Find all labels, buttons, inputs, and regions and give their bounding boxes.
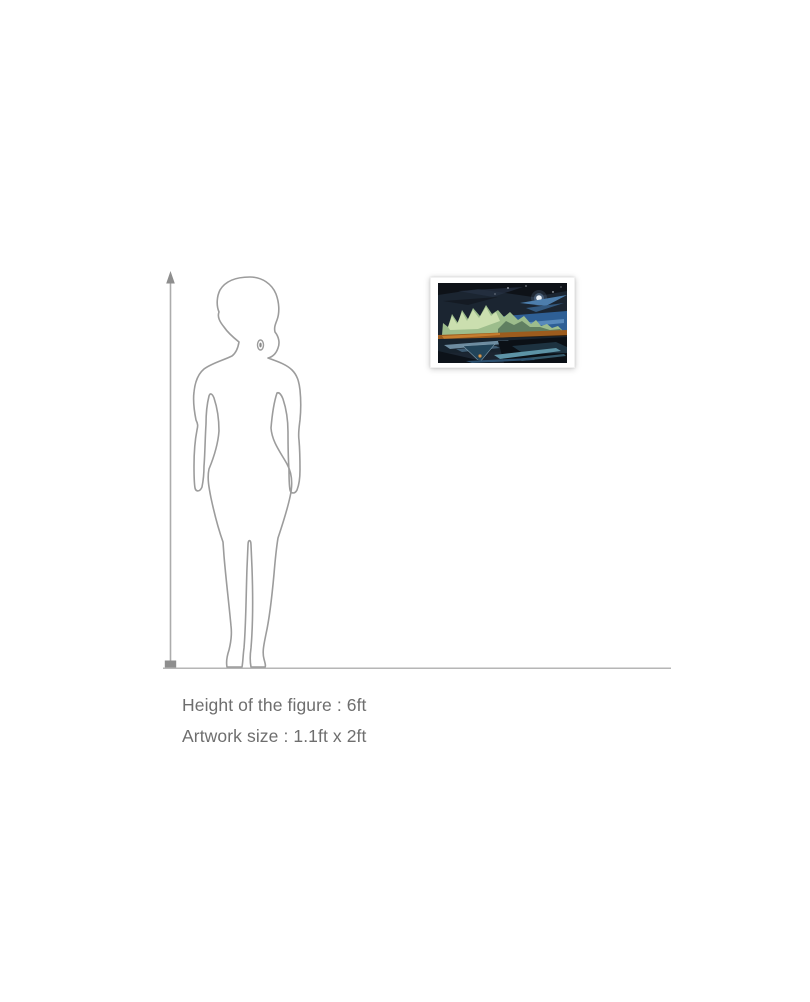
up-arrow-icon	[166, 271, 175, 284]
female-figure-outline	[194, 277, 301, 667]
figure-height-label: Height of the figure : 6ft	[182, 695, 367, 715]
size-info	[182, 695, 367, 747]
measure-base-marker	[165, 661, 176, 668]
artwork-painting	[438, 283, 567, 363]
artwork-size-label: Artwork size : 1.1ft x 2ft	[182, 726, 367, 746]
artwork-frame	[430, 277, 575, 368]
painting-accent-dot-core	[479, 355, 480, 356]
necklace-detail-dot	[259, 343, 261, 348]
